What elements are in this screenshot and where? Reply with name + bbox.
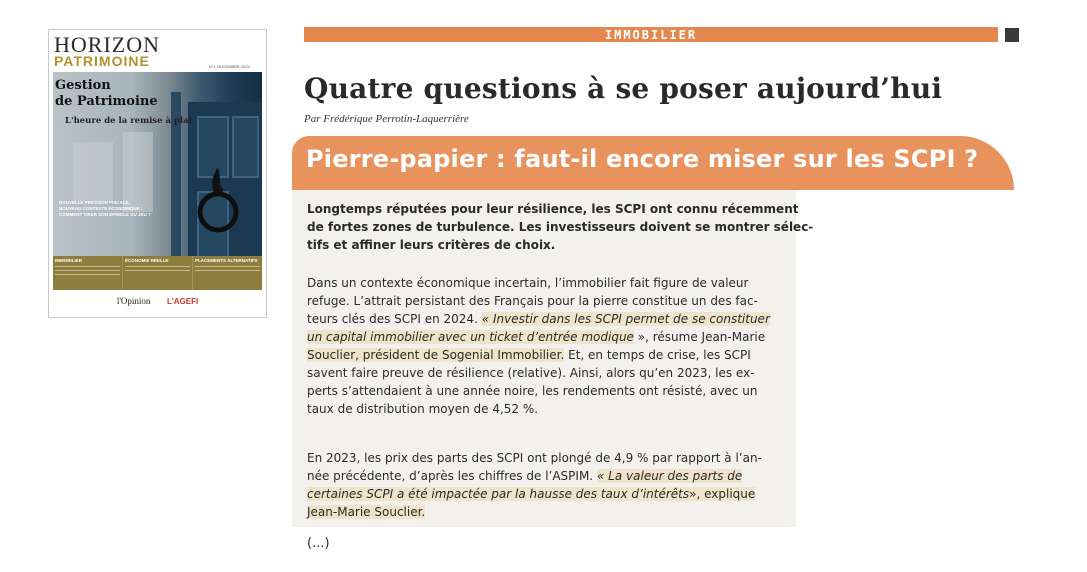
cover-title: HORIZON: [54, 32, 160, 57]
cover-teaser: NOUVELLE PRESSION FISCALE, NOUVEAU CONTEXTE ÉCONOMIQUE : COMMENT TIRER SON ÉPINGLE DU JEU ?: [59, 200, 151, 217]
article-lead: Longtemps réputées pour leur résilience, les SCPI ont connu récemment de fortes zones de turbulence. Les investisseurs doivent se montrer sélec- tifs et affiner leurs critères de choix.: [307, 202, 814, 252]
highlighted-quote: « La valeur des parts de: [596, 469, 743, 483]
section-title: Pierre-papier : faut-il encore miser sur les SCPI ?: [306, 145, 979, 173]
cover-issue-number: N°1 NOVEMBRE 2024: [209, 64, 250, 69]
magazine-cover: [48, 29, 267, 318]
rubric-square: [1005, 28, 1019, 42]
cover-topic: IMMOBILIER: [53, 256, 123, 290]
cover-subtitle-brand: PATRIMOINE: [54, 53, 150, 69]
section-banner: [292, 136, 1014, 190]
cover-topic: PLACEMENTS ALTERNATIFS: [193, 256, 262, 290]
article-paragraph-1: Dans un contexte économique incertain, l’immobilier fait figure de valeur refuge. L’attrait persistant des Français pour la pierre constitue un des fac- teurs clés des SCPI en 2024. « Investir dans les SCPI permet de se constituer un capital immobilier avec un ticket d’entrée modique », résume Jean-Marie Souclier, président de Sogenial Immobilier. Et, en temps de crise, les SCPI savent faire preuve de résilience (relative). Ainsi, alors qu’en 2023, les ex- perts s’attendaient à une année noire, les rendements ont résisté, avec un taux de distribution moyen de 4,52 %.: [307, 276, 770, 416]
article-ellipsis: (...): [307, 536, 330, 551]
cover-logos: [49, 296, 266, 306]
highlighted-quote: « Investir dans les SCPI permet de se constituer: [481, 312, 770, 326]
highlighted-quote: un capital immobilier avec un ticket d’entrée modique: [307, 330, 634, 344]
cover-headline: Gestion de Patrimoine: [55, 78, 158, 109]
highlighted-text: Souclier, président de Sogenial Immobilier.: [307, 348, 565, 362]
logo-lagefi: L'AGEFI: [166, 297, 199, 306]
logo-lopinion: l'Opinion: [116, 296, 151, 306]
article-paragraph-2: En 2023, les prix des parts des SCPI ont plongé de 4,9 % par rapport à l’an- née précédente, d’après les chiffres de l’ASPIM. « La valeur des parts de certaines SCPI a été impactée par la hausse des taux d’intérêts», explique Jean-Marie Souclier.: [307, 451, 762, 519]
article-headline: Quatre questions à se poser aujourd’hui: [304, 72, 943, 105]
highlighted-text: Jean-Marie Souclier.: [307, 505, 426, 519]
rubric-bar: [304, 27, 998, 42]
article-byline: Par Frédérique Perrotin-Laquerrière: [304, 113, 469, 125]
cover-topic: ÉCONOMIE RÉELLE: [123, 256, 193, 290]
rubric-label: IMMOBILIER: [604, 28, 698, 42]
highlighted-quote: certaines SCPI a été impactée par la hausse des taux d’intérêts: [307, 487, 690, 501]
cover-topics-band: [53, 256, 262, 290]
cover-subheadline: L'heure de la remise à plat: [65, 116, 193, 126]
